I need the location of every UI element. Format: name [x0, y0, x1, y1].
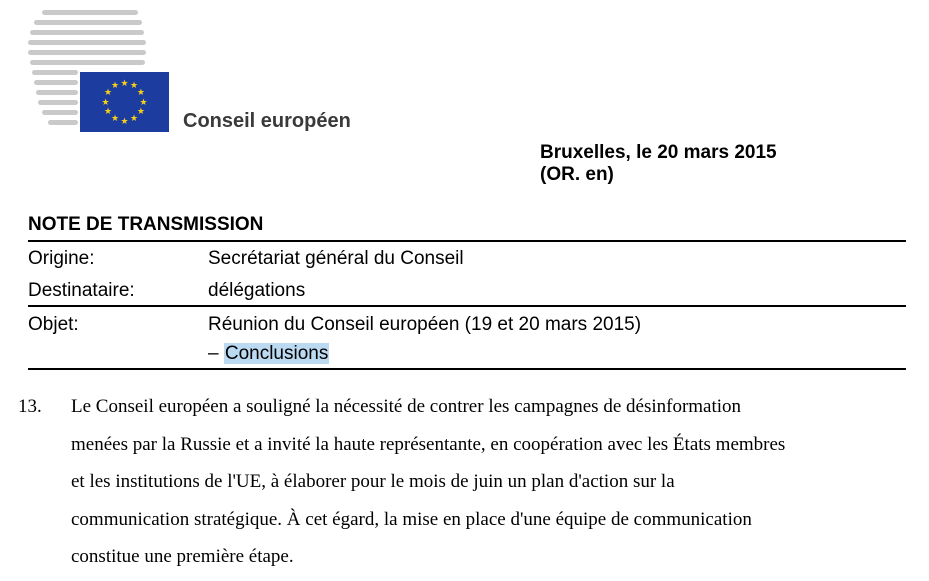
logo-stripe — [30, 60, 145, 65]
flag-star-icon: ★ — [103, 106, 113, 116]
place-date: Bruxelles, le 20 mars 2015 — [540, 142, 777, 163]
logo-stripe — [28, 40, 146, 45]
logo-stripe — [34, 20, 142, 25]
subject-highlighted-text: Conclusions — [224, 343, 329, 364]
subject-label: Objet: — [28, 314, 79, 335]
table-bottom-rule — [28, 368, 906, 370]
place-date-block — [540, 142, 777, 186]
flag-star-icon: ★ — [129, 112, 139, 123]
organization-name: Conseil européen — [183, 110, 351, 132]
logo-stripe — [34, 80, 78, 85]
logo-stripe — [38, 100, 78, 105]
paragraph-line: constitue une première étape. — [71, 546, 294, 567]
logo-stripe — [42, 10, 138, 15]
flag-star-icon: ★ — [136, 106, 145, 116]
recipient-label: Destinataire: — [28, 280, 135, 301]
flag-star-icon: ★ — [110, 80, 120, 91]
logo-stripe — [42, 110, 78, 115]
note-title: NOTE DE TRANSMISSION — [28, 214, 264, 235]
logo-stripe — [48, 120, 78, 125]
logo-stripe — [32, 70, 78, 75]
paragraph-line: Le Conseil européen a souligné la nécessité de contrer les campagnes de désinformation — [71, 396, 742, 417]
paragraph-number: 13. — [18, 396, 42, 417]
subject-continuation — [208, 343, 329, 365]
paragraph-line: et les institutions de l'UE, à élaborer pour le mois de juin un plan d'action sur la — [71, 471, 675, 492]
flag-star-icon: ★ — [110, 112, 120, 123]
recipient-value: délégations — [208, 280, 306, 301]
subject-value: Réunion du Conseil européen (19 et 20 mars 2015) — [208, 314, 642, 335]
original-language: (OR. en) — [540, 164, 614, 185]
paragraph-text — [71, 388, 911, 576]
flag-star-icon: ★ — [139, 96, 148, 107]
logo-stripe — [36, 90, 78, 95]
flag-star-icon: ★ — [129, 80, 139, 91]
table-top-rule — [28, 240, 906, 242]
paragraph-line: menées par la Russie et a invité la haute représentante, en coopération avec les États membres — [71, 433, 786, 455]
origin-value: Secrétariat général du Conseil — [208, 248, 464, 269]
european-council-logo — [28, 10, 178, 135]
flag-star-icon: ★ — [101, 96, 110, 107]
origin-label: Origine: — [28, 248, 95, 269]
flag-star-icon: ★ — [120, 115, 129, 126]
table-middle-rule — [28, 305, 906, 307]
flag-star-icon: ★ — [120, 77, 129, 88]
flag-star-icon: ★ — [136, 87, 145, 97]
logo-stripe — [28, 50, 146, 55]
flag-star-icon: ★ — [103, 87, 113, 97]
paragraph-line: communication stratégique. À cet égard, la mise en place d'une équipe de communication — [71, 508, 752, 530]
logo-stripe — [30, 30, 144, 35]
subject-dash: – — [208, 343, 219, 364]
eu-flag-icon — [80, 72, 169, 132]
